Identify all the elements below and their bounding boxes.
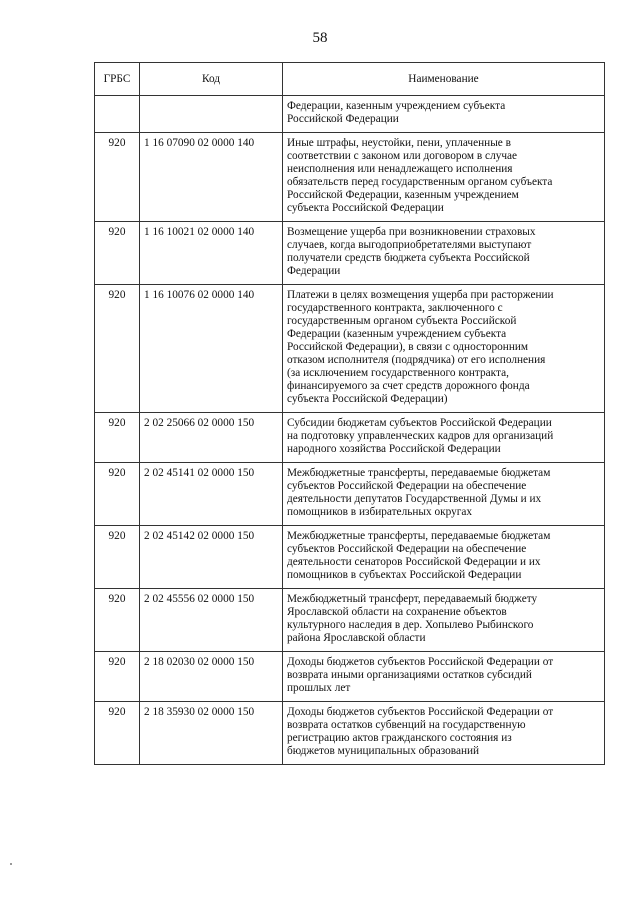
name-cell: [283, 526, 605, 589]
table-row: [95, 285, 605, 413]
grbs-cell: 920: [95, 413, 140, 463]
header-grbs: ГРБС: [95, 63, 140, 96]
name-cell: [283, 96, 605, 133]
name-line: Межбюджетные трансферты, передаваемые бюджетам: [287, 467, 551, 479]
table-row: [95, 96, 605, 133]
name-line: финансируемого за счет средств дорожного фонда: [287, 380, 530, 392]
name-cell: [283, 285, 605, 413]
name-line: Иные штрафы, неустойки, пени, уплаченные в: [287, 137, 511, 149]
name-line: неисполнения или ненадлежащего исполнения: [287, 163, 513, 175]
name-cell: [283, 589, 605, 652]
table-row: [95, 526, 605, 589]
name-line: Доходы бюджетов субъектов Российской Федерации от: [287, 656, 554, 668]
header-name: Наименование: [283, 63, 605, 96]
grbs-cell: 920: [95, 463, 140, 526]
name-cell: [283, 133, 605, 222]
grbs-cell: [95, 96, 140, 133]
name-line: отказом исполнителя (подрядчика) от его исполнения: [287, 354, 546, 366]
name-line: Доходы бюджетов субъектов Российской Федерации от: [287, 706, 554, 718]
name-line: Российской Федерации: [287, 113, 399, 125]
name-line: района Ярославской области: [287, 632, 426, 644]
name-line: субъектов Российской Федерации на обеспечение: [287, 543, 527, 555]
name-line: деятельности сенаторов Российской Федерации и их: [287, 556, 541, 568]
name-line: субъекта Российской Федерации): [287, 393, 448, 405]
name-line: государственным органом субъекта Российской: [287, 315, 517, 327]
name-line: соответствии с законом или договором в случае: [287, 150, 518, 162]
name-line: Субсидии бюджетам субъектов Российской Федерации: [287, 417, 552, 429]
table-header-row: [95, 63, 605, 96]
name-line: обязательств перед государственным органом субъекта: [287, 176, 553, 188]
table-row: [95, 133, 605, 222]
table-row: [95, 222, 605, 285]
code-cell: 2 02 45141 02 0000 150: [140, 463, 283, 526]
name-line: Межбюджетный трансферт, передаваемый бюджету: [287, 593, 538, 605]
name-line: субъектов Российской Федерации на обеспечение: [287, 480, 527, 492]
name-line: (за исключением государственного контракта,: [287, 367, 509, 379]
name-line: государственного контракта, заключенного с: [287, 302, 503, 314]
code-cell: 1 16 10076 02 0000 140: [140, 285, 283, 413]
name-line: помощников в субъектах Российской Федерации: [287, 569, 522, 581]
grbs-cell: 920: [95, 133, 140, 222]
name-line: субъекта Российской Федерации: [287, 202, 444, 214]
grbs-cell: 920: [95, 652, 140, 702]
code-cell: 2 02 45556 02 0000 150: [140, 589, 283, 652]
grbs-cell: 920: [95, 222, 140, 285]
name-line: бюджетов муниципальных образований: [287, 745, 480, 757]
name-line: Федерации, казенным учреждением субъекта: [287, 100, 506, 112]
name-cell: [283, 652, 605, 702]
name-line: культурного наследия в дер. Хопылево Рыбинского: [287, 619, 534, 631]
code-cell: 2 18 35930 02 0000 150: [140, 702, 283, 765]
name-line: Российской Федерации), в связи с односторонним: [287, 341, 529, 353]
name-cell: [283, 222, 605, 285]
name-line: случаев, когда выгодоприобретателями выступают: [287, 239, 532, 251]
name-line: прошлых лет: [287, 682, 351, 694]
code-cell: 1 16 10021 02 0000 140: [140, 222, 283, 285]
grbs-cell: 920: [95, 285, 140, 413]
table-row: [95, 413, 605, 463]
name-line: Ярославской области на сохранение объектов: [287, 606, 507, 618]
budget-classification-table: [94, 62, 605, 765]
code-cell: [140, 96, 283, 133]
table-row: [95, 652, 605, 702]
name-line: деятельности депутатов Государственной Думы и их: [287, 493, 542, 505]
name-line: на подготовку управленческих кадров для организаций: [287, 430, 554, 442]
table-row: [95, 589, 605, 652]
table-row: [95, 702, 605, 765]
name-cell: [283, 413, 605, 463]
grbs-cell: 920: [95, 589, 140, 652]
page-number: 58: [312, 30, 328, 46]
header-code: Код: [140, 63, 283, 96]
name-line: возврата иными организациями остатков субсидий: [287, 669, 532, 681]
code-cell: 1 16 07090 02 0000 140: [140, 133, 283, 222]
name-cell: [283, 463, 605, 526]
code-cell: 2 18 02030 02 0000 150: [140, 652, 283, 702]
name-line: народного хозяйства Российской Федерации: [287, 443, 501, 455]
name-line: помощников в избирательных округах: [287, 506, 473, 518]
name-line: Платежи в целях возмещения ущерба при расторжении: [287, 289, 554, 301]
name-cell: [283, 702, 605, 765]
grbs-cell: 920: [95, 526, 140, 589]
table-body: [95, 96, 605, 765]
code-cell: 2 02 25066 02 0000 150: [140, 413, 283, 463]
code-cell: 2 02 45142 02 0000 150: [140, 526, 283, 589]
name-line: Возмещение ущерба при возникновении страховых: [287, 226, 536, 238]
name-line: Межбюджетные трансферты, передаваемые бюджетам: [287, 530, 551, 542]
scan-artifact: [10, 863, 12, 865]
grbs-cell: 920: [95, 702, 140, 765]
name-line: Федерации (казенным учреждением субъекта: [287, 328, 507, 340]
name-line: Российской Федерации, казенным учреждением: [287, 189, 519, 201]
name-line: получатели средств бюджета субъекта Российской: [287, 252, 530, 264]
name-line: Федерации: [287, 265, 341, 277]
name-line: регистрацию актов гражданского состояния из: [287, 732, 512, 744]
table-row: [95, 463, 605, 526]
name-line: возврата остатков субвенций на государственную: [287, 719, 526, 731]
